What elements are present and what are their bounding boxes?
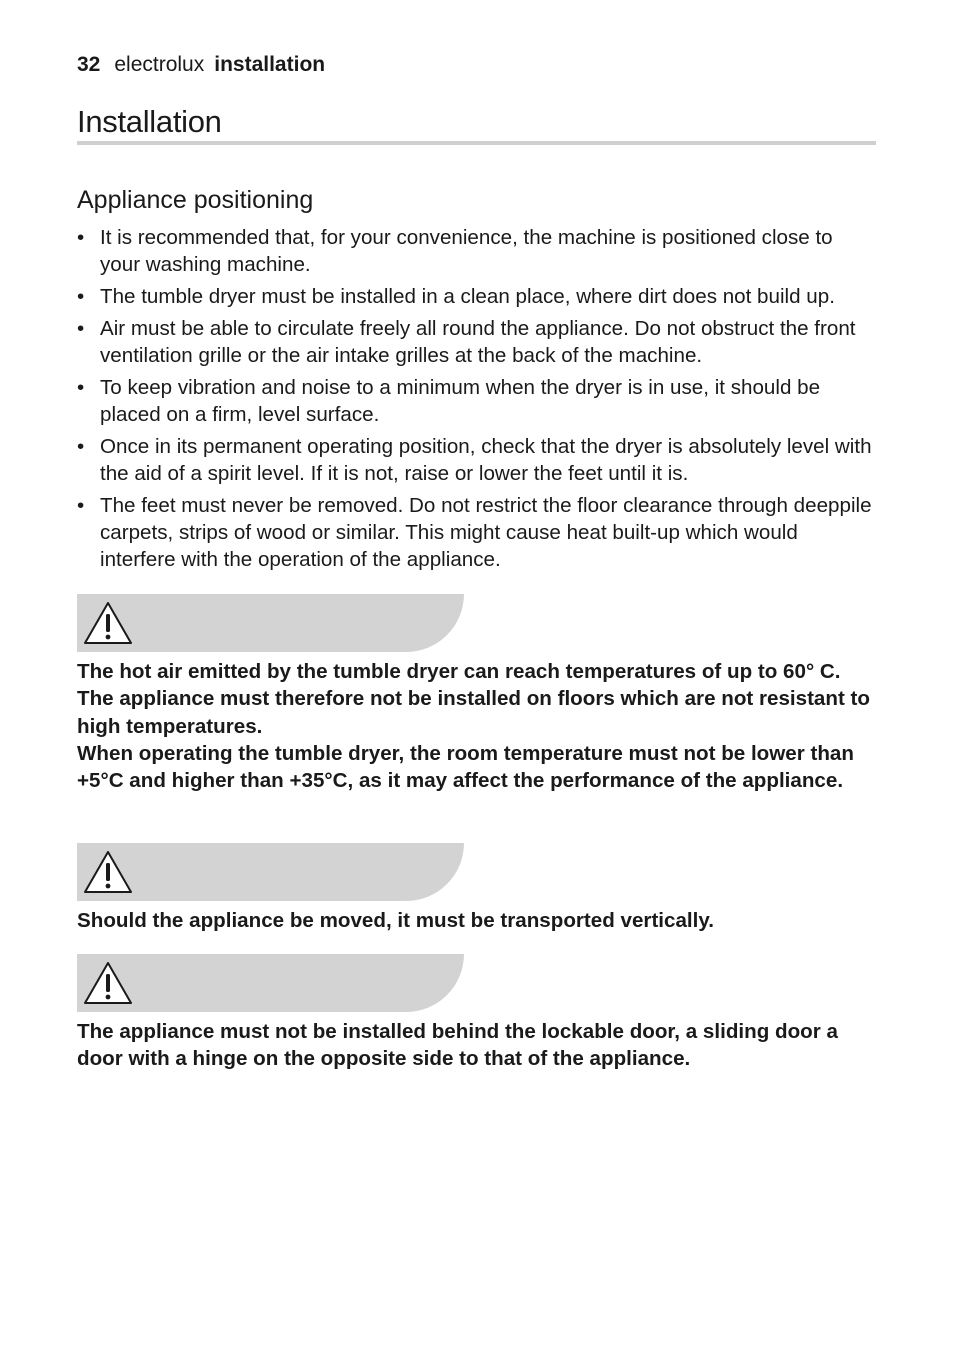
warning-text xyxy=(77,907,882,934)
bullet-dot: • xyxy=(77,285,85,308)
list-item xyxy=(77,224,877,278)
warning-triangle-icon xyxy=(82,960,134,1006)
section-subtitle: Appliance positioning xyxy=(77,186,314,214)
warning-line: The appliance must not be installed behind the lockable door, a sliding door a door with a hinge on the opposite side to that of the appliance. xyxy=(77,1020,838,1071)
warning-line: Should the appliance be moved, it must be transported vertically. xyxy=(77,909,715,932)
page-number: 32 xyxy=(77,53,101,76)
list-item xyxy=(77,283,877,310)
bullet-dot: • xyxy=(77,226,85,249)
warning-text xyxy=(77,658,882,794)
warning-line: When operating the tumble dryer, the room temperature must not be lower than +5°C and higher than +35°C, as it may affect the performance of the appliance. xyxy=(77,741,854,793)
section-name: installation xyxy=(214,53,326,76)
bullet-list xyxy=(77,224,877,578)
warning-triangle-icon xyxy=(82,849,134,895)
brand-name: electrolux xyxy=(114,53,205,76)
list-item xyxy=(77,492,877,573)
list-item-text: Air must be able to circulate freely all round the appliance. Do not obstruct the front ventilation grille or the air intake grilles at the back of the machine. xyxy=(100,317,856,367)
list-item xyxy=(77,433,877,487)
title-divider xyxy=(77,141,876,145)
running-header xyxy=(77,52,325,78)
warning-banner xyxy=(77,594,464,652)
warning-text xyxy=(77,1018,882,1073)
warning-banner xyxy=(77,843,464,901)
list-item-text: The tumble dryer must be installed in a clean place, where dirt does not build up. xyxy=(100,285,835,308)
bullet-dot: • xyxy=(77,376,85,399)
warning-banner xyxy=(77,954,464,1012)
list-item-text: It is recommended that, for your convenience, the machine is positioned close to your washing machine. xyxy=(100,226,833,276)
bullet-dot: • xyxy=(77,494,85,517)
list-item-text: Once in its permanent operating position, check that the dryer is absolutely level with the aid of a spirit level. If it is not, raise or lower the feet until it is. xyxy=(100,435,872,485)
bullet-dot: • xyxy=(77,435,85,458)
list-item-text: The feet must never be removed. Do not restrict the floor clearance through deeppile carpets, strips of wood or similar. This might cause heat built-up which would interfere with the operation of the appliance. xyxy=(100,494,872,571)
list-item xyxy=(77,315,877,369)
page-title: Installation xyxy=(77,104,222,139)
bullet-dot: • xyxy=(77,317,85,340)
list-item xyxy=(77,374,877,428)
list-item-text: To keep vibration and noise to a minimum when the dryer is in use, it should be placed on a firm, level surface. xyxy=(100,376,821,426)
warning-line: The hot air emitted by the tumble dryer can reach temperatures of up to 60° C. The appliance must therefore not be installed on floors which are not resistant to high temperatures. xyxy=(77,660,870,738)
warning-triangle-icon xyxy=(82,600,134,646)
